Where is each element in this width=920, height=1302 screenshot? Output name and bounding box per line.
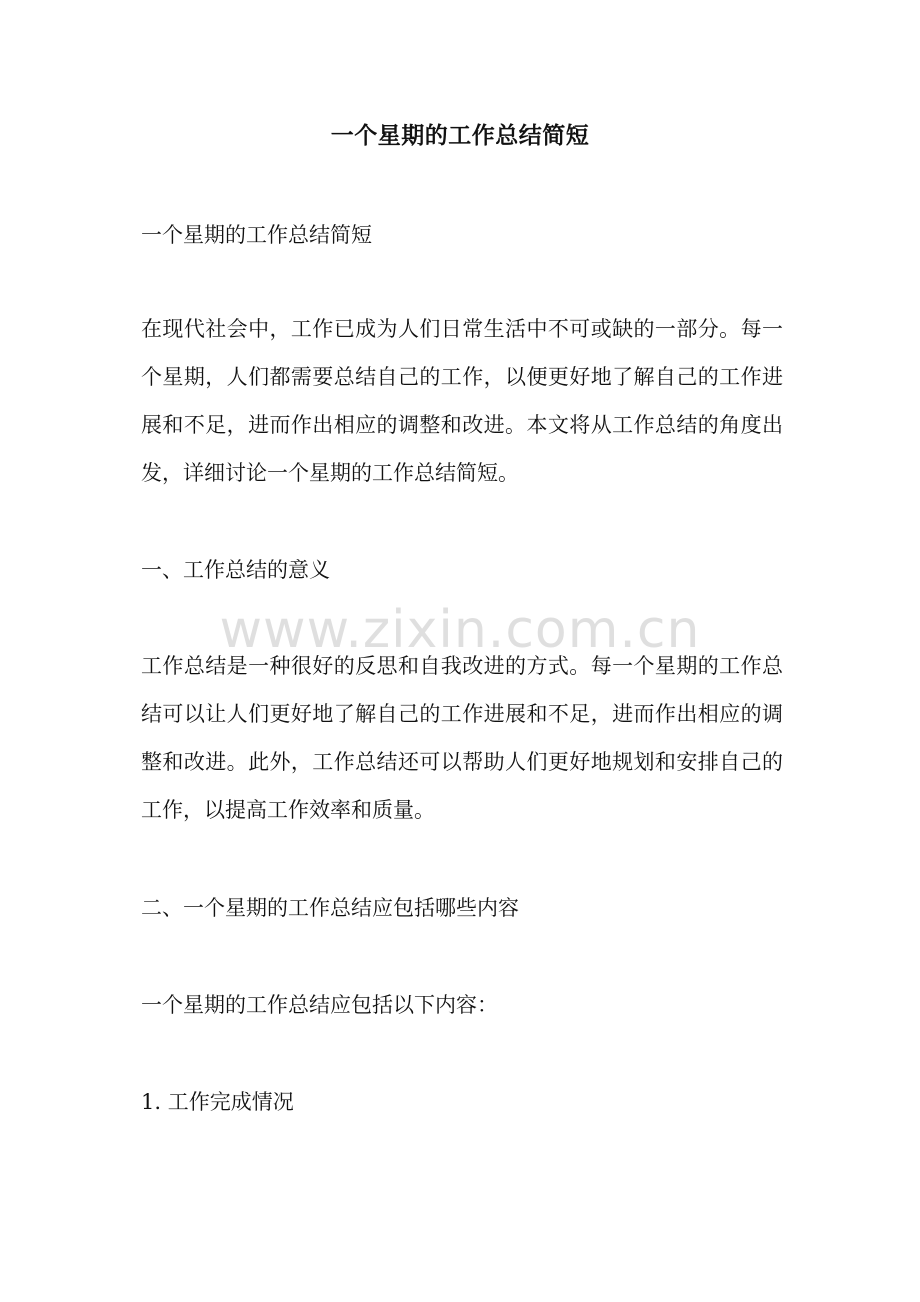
section-2-heading: 二、一个星期的工作总结应包括哪些内容	[141, 896, 519, 920]
list-item-1: 1. 工作完成情况	[141, 1090, 294, 1114]
document-subtitle: 一个星期的工作总结简短	[141, 223, 372, 247]
intro-paragraph: 在现代社会中，工作已成为人们日常生活中不可或缺的一部分。每一个星期，人们都需要总结自己的工作，以便更好地了解自己的工作进展和不足，进而作出相应的调整和改进。本文将从工作总结的角度出发，详细讨论一个星期的工作总结简短。	[141, 317, 783, 485]
document-title: 一个星期的工作总结简短	[330, 122, 590, 149]
section-2-intro: 一个星期的工作总结应包括以下内容：	[141, 993, 498, 1017]
section-1-paragraph: 工作总结是一种很好的反思和自我改进的方式。每一个星期的工作总结可以让人们更好地了解自己的工作进展和不足，进而作出相应的调整和改进。此外，工作总结还可以帮助人们更好地规划和安排自己的工作，以提高工作效率和质量。	[141, 654, 783, 822]
watermark-text: www.zixin.com.cn	[219, 600, 701, 660]
section-1-heading: 一、工作总结的意义	[141, 558, 330, 582]
